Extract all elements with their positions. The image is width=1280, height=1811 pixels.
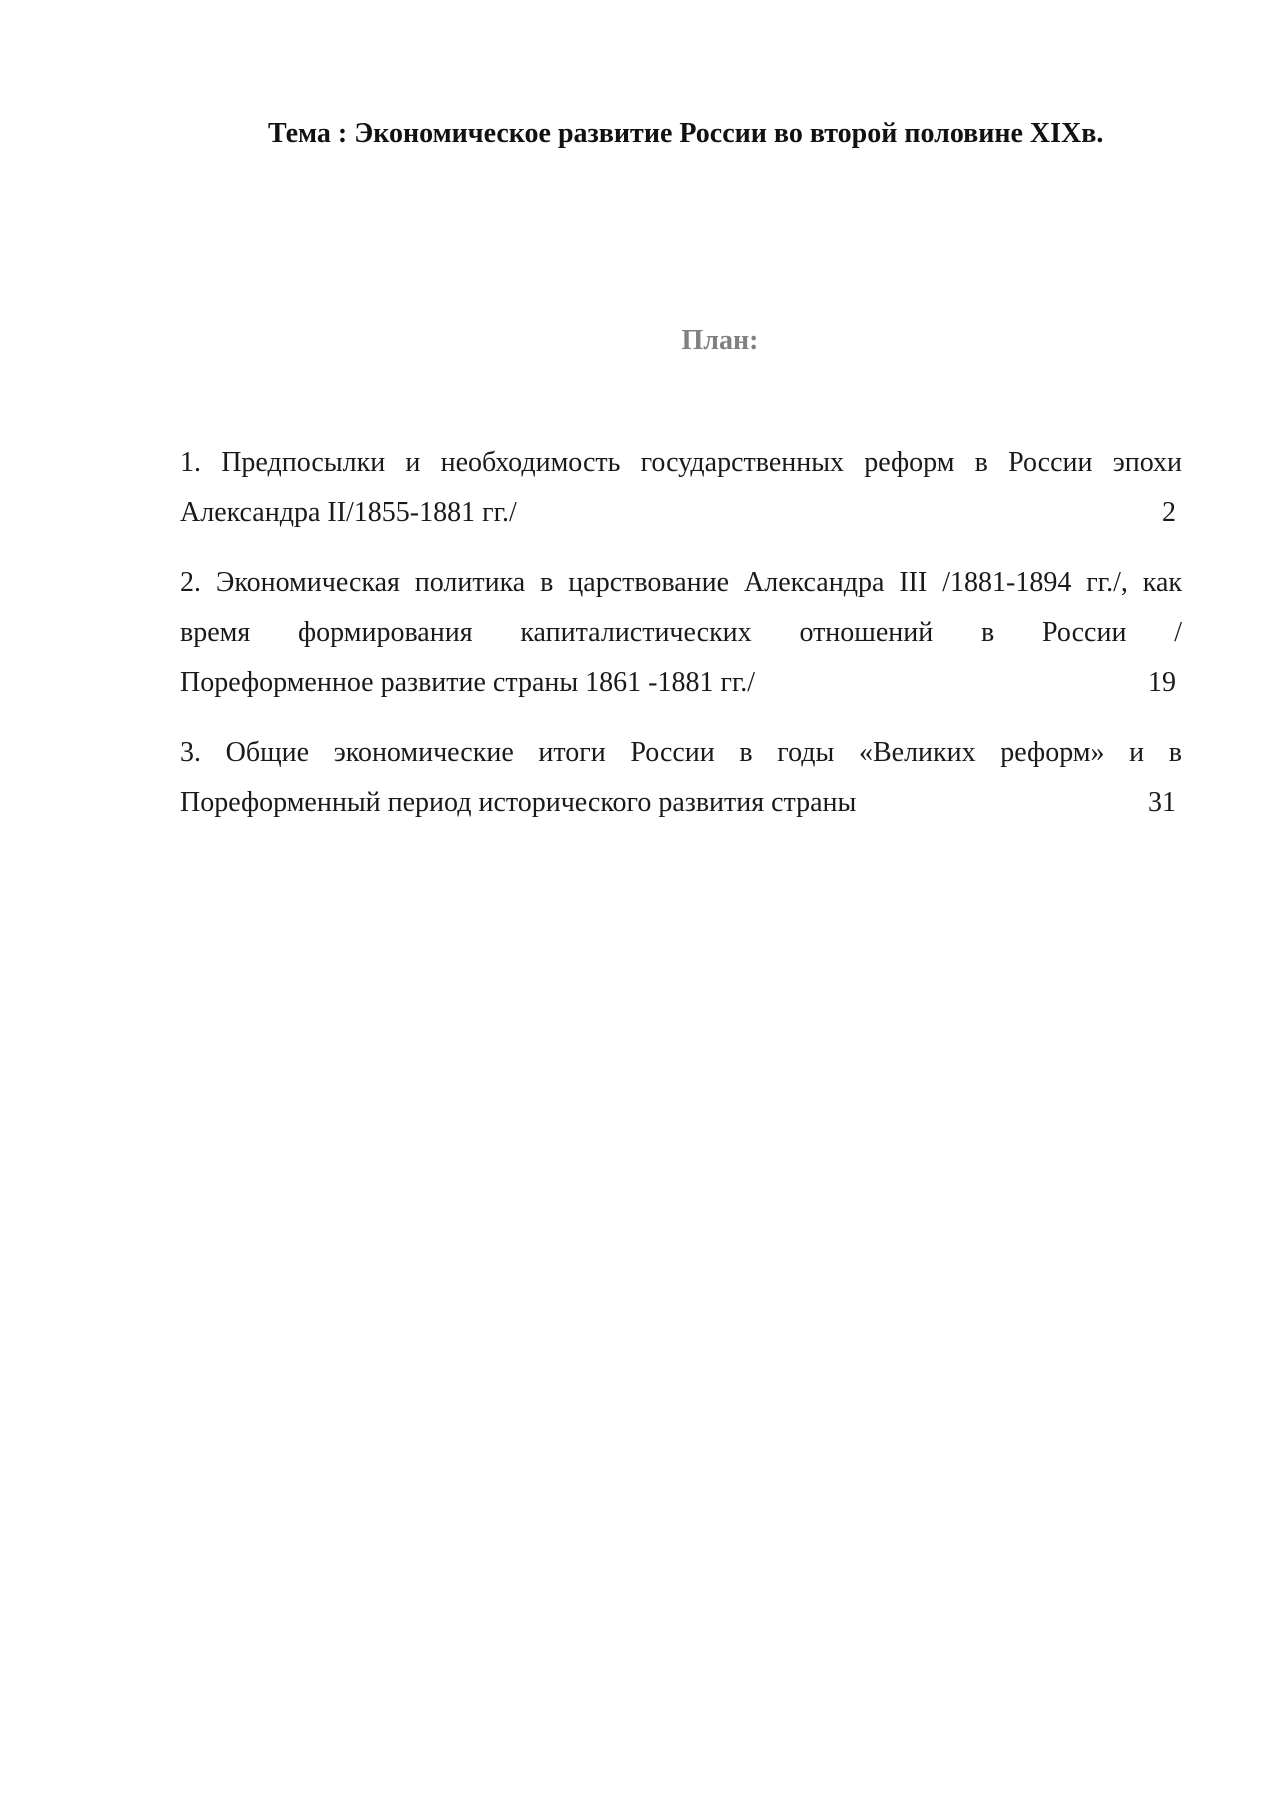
toc-entry-1-last-line <box>180 488 1182 538</box>
toc-entry-3-line-1: 3. Общие экономические итоги России в годы «Великих реформ» и в <box>180 737 1182 768</box>
document-title: Тема : Экономическое развитие России во второй половине XIXв. <box>268 118 1104 149</box>
toc-entry-1-line-1: 1. Предпосылки и необходимость государственных реформ в России эпохи <box>180 447 1182 478</box>
toc-entry-1-page-number: 2 <box>1162 497 1176 528</box>
toc-entry-2-line-2: время формирования капиталистических отношений в России / <box>180 617 1182 648</box>
toc-entry-3-page-number: 31 <box>1148 787 1176 818</box>
toc-entry-3 <box>180 728 1182 828</box>
toc-entry-1 <box>180 438 1182 538</box>
toc-entry-3-last-line <box>180 778 1182 828</box>
toc-entry-3-line-2: Пореформенный период исторического развития страны <box>180 787 857 818</box>
toc-entry-2-page-number: 19 <box>1148 667 1176 698</box>
toc-entry-1-line-2: Александра II/1855-1881 гг./ <box>180 497 517 528</box>
table-of-contents <box>180 438 1182 848</box>
plan-heading: План: <box>681 325 759 356</box>
toc-entry-2 <box>180 558 1182 708</box>
toc-entry-2-last-line <box>180 658 1182 708</box>
toc-entry-2-line-3: Пореформенное развитие страны 1861 -1881 гг./ <box>180 667 756 698</box>
toc-entry-2-line-1: 2. Экономическая политика в царствование Александра III /1881-1894 гг./, как <box>180 567 1182 598</box>
